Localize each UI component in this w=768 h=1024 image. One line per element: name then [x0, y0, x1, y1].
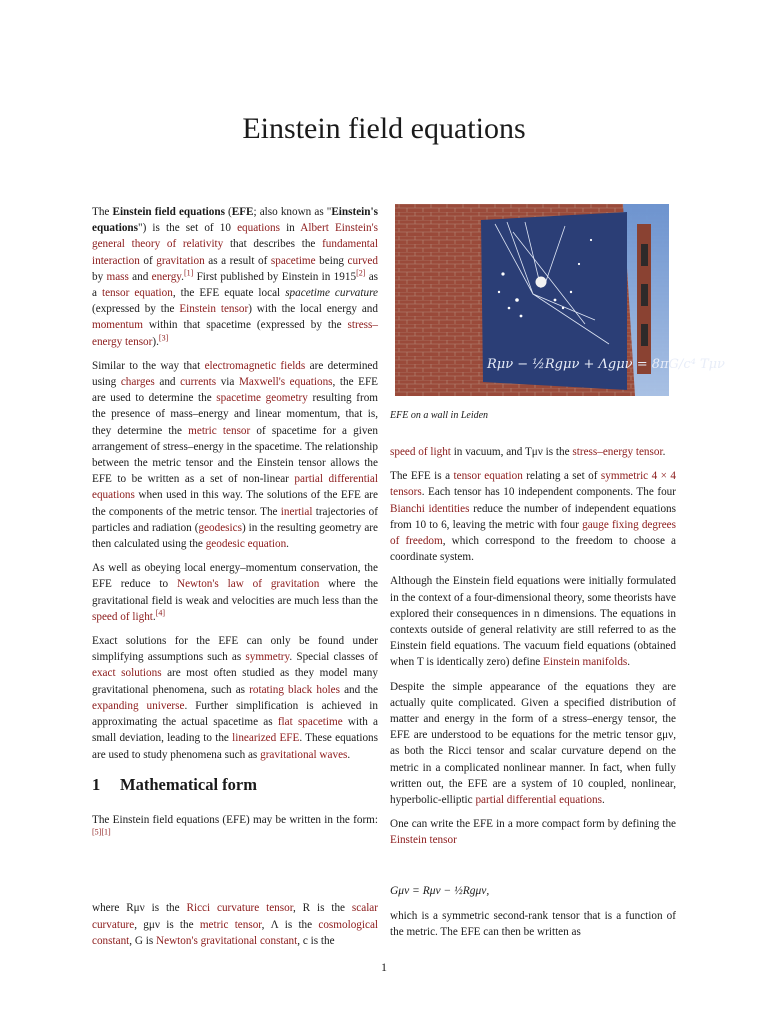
- text: , gμν is the: [134, 918, 200, 931]
- left-column: [92, 204, 378, 771]
- text: which is a symmetric second-rank tensor that is a function of the metric. The EFE can then be written as: [390, 910, 676, 939]
- link-gravitational-constant[interactable]: Newton's gravitational constant: [156, 934, 298, 947]
- link-tensor-equation[interactable]: tensor equation: [101, 287, 173, 300]
- text: in: [279, 222, 301, 235]
- text: . Each tensor has 10 independent components. The four: [421, 486, 676, 499]
- link-gauge-fixing[interactable]: gauge fixing degrees of freedom: [390, 518, 676, 548]
- paragraph: [390, 908, 676, 940]
- page-number: 1: [381, 960, 387, 974]
- text: where the gravitational field is weak and velocities are much less than the: [92, 578, 379, 607]
- text: . Further simplification is achieved in approximating the actual spacetime as: [92, 699, 378, 729]
- text: , Λ is the: [261, 918, 319, 931]
- right-column: [390, 444, 676, 857]
- text: and: [154, 376, 181, 389]
- link-einstein-tensor[interactable]: Einstein tensor: [179, 303, 249, 316]
- intro-paragraph: [92, 204, 378, 350]
- text: when used in this way. The solutions of the EFE are the components of the metric tensor. The: [92, 489, 378, 518]
- section-number: 1: [92, 775, 101, 794]
- link-equations[interactable]: equations: [237, 222, 280, 235]
- text: . These equations are used to study phenomena such as: [92, 732, 379, 761]
- text: that describes the: [223, 238, 323, 251]
- paragraph: [390, 444, 676, 460]
- citation-link[interactable]: [4]: [155, 608, 166, 618]
- text: .: [601, 794, 605, 807]
- link-spacetime[interactable]: spacetime: [270, 254, 316, 267]
- paragraph: [390, 679, 676, 809]
- link-stress-energy-tensor[interactable]: stress–energy tensor: [572, 446, 663, 458]
- figure-image: [395, 204, 725, 396]
- paragraph: [390, 573, 676, 670]
- paragraph: [92, 358, 378, 552]
- text: of: [139, 254, 157, 267]
- text: The: [92, 206, 113, 218]
- text: where Rμν is the: [92, 902, 187, 915]
- link-symmetric-tensors[interactable]: symmetric 4 × 4 tensors: [390, 470, 676, 499]
- paragraph: [390, 816, 676, 848]
- link-tensor-equation[interactable]: tensor equation: [453, 470, 523, 483]
- citation-link[interactable]: [2]: [356, 268, 366, 278]
- link-geodesic-equation[interactable]: geodesic equation: [205, 538, 287, 551]
- link-stress-energy-tensor[interactable]: stress–energy tensor: [92, 319, 378, 348]
- text: .: [662, 446, 666, 458]
- text: within that spacetime (expressed by the: [142, 319, 348, 332]
- text: ).: [152, 335, 159, 348]
- text: trajectories of particles and radiation (: [92, 505, 378, 534]
- text: (: [224, 206, 232, 218]
- text: of spacetime for a given arrangement of stress–energy in the spacetime. The relationship between the metric tensor and the Einstein tensor allows the EFE to be written as a set of non-linear: [92, 424, 378, 486]
- text: are determined using: [92, 359, 378, 389]
- text: The Einstein field equations (EFE) may be written in the form:: [92, 814, 378, 826]
- link-general-relativity[interactable]: general theory of relativity: [92, 238, 224, 251]
- text: ) with the local energy and: [248, 303, 378, 316]
- link-exact-solutions[interactable]: exact solutions: [92, 667, 162, 680]
- text: in vacuum, and Tμν is the: [450, 446, 573, 458]
- right-column-lower: [390, 908, 676, 948]
- text: .: [627, 656, 631, 669]
- link-curved[interactable]: curved: [347, 254, 378, 267]
- text: (expressed by the: [92, 303, 180, 316]
- text: .: [347, 748, 351, 761]
- text: ") is the set of 10: [138, 222, 238, 235]
- text: are most often studied as they model many gravitational phenomena, such as: [92, 667, 378, 696]
- paragraph: [92, 560, 378, 625]
- text: as a: [92, 270, 379, 300]
- bold-term: EFE: [231, 206, 254, 218]
- section-title: Mathematical form: [120, 775, 257, 794]
- text: Similar to the way that: [92, 359, 205, 372]
- link-expanding-universe[interactable]: expanding universe: [92, 699, 185, 712]
- link-gravitation[interactable]: gravitation: [156, 254, 205, 267]
- link-einstein-manifolds[interactable]: Einstein manifolds: [543, 656, 628, 669]
- text: , which correspond to the freedom to choose a coordinate system.: [390, 535, 677, 564]
- link-currents[interactable]: currents: [180, 376, 217, 389]
- text: reduce the number of independent equations from 10 to 6, leaving the metric with four: [390, 502, 676, 531]
- link-rotating-black-holes[interactable]: rotating black holes: [249, 683, 340, 696]
- citation-link[interactable]: [1]: [183, 268, 194, 278]
- link-fundamental-interaction[interactable]: fundamental interaction: [92, 238, 378, 267]
- text: resulting from the presence of mass–energy and linear momentum, that is, they determine the: [92, 392, 378, 437]
- link-spacetime-geometry[interactable]: spacetime geometry: [216, 392, 308, 405]
- link-cosmological-constant[interactable]: cosmological constant: [92, 918, 379, 947]
- paragraph: [92, 633, 378, 763]
- text: and the: [339, 683, 379, 696]
- link-metric-tensor[interactable]: metric tensor: [199, 918, 262, 931]
- text: .: [181, 270, 184, 283]
- link-scalar-curvature[interactable]: scalar curvature: [92, 902, 378, 931]
- einstein-tensor-formula: Gμν = Rμν − ½Rgμν,: [390, 885, 490, 897]
- link-newtons-law[interactable]: Newton's law of gravitation: [176, 578, 320, 591]
- link-albert-einstein[interactable]: Albert Einstein's: [300, 222, 378, 235]
- paragraph: [390, 468, 676, 565]
- link-ricci-curvature-tensor[interactable]: Ricci curvature tensor: [186, 902, 293, 915]
- link-metric-tensor[interactable]: metric tensor: [188, 424, 251, 437]
- bold-term: Einstein's equations: [92, 206, 378, 235]
- link-speed-of-light[interactable]: speed of light: [390, 446, 451, 458]
- figure-caption: EFE on a wall in Leiden: [390, 410, 489, 421]
- text: .: [152, 610, 156, 623]
- link-bianchi-identities[interactable]: Bianchi identities: [390, 502, 470, 515]
- link-gravitational-waves[interactable]: gravitational waves: [260, 748, 348, 761]
- link-flat-spacetime[interactable]: flat spacetime: [277, 716, 343, 729]
- text: Exact solutions for the EFE can only be found under simplifying assumptions such as: [92, 635, 378, 664]
- text: ) in the resulting geometry are then calculated using the: [92, 521, 378, 551]
- paragraph: [92, 812, 378, 844]
- page-title: Einstein field equations: [242, 112, 526, 145]
- link-mass[interactable]: mass: [106, 270, 129, 283]
- link-charges[interactable]: charges: [120, 376, 155, 389]
- link-speed-of-light[interactable]: speed of light: [92, 610, 153, 623]
- text: The EFE is a: [390, 470, 454, 483]
- text: First published by Einstein in 1915: [193, 270, 357, 283]
- text: via: [216, 376, 239, 389]
- section-heading: [92, 775, 257, 795]
- text: by: [92, 270, 107, 283]
- italic-term: spacetime curvature: [285, 287, 379, 300]
- link-geodesics[interactable]: geodesics: [198, 521, 242, 534]
- citation-link[interactable]: [3]: [158, 332, 169, 342]
- link-partial-differential-equations[interactable]: partial differential equations: [475, 794, 602, 807]
- link-einstein-tensor[interactable]: Einstein tensor: [390, 834, 457, 847]
- text: . Special classes of: [289, 651, 378, 664]
- link-linearized-efe[interactable]: linearized EFE: [232, 732, 300, 745]
- svg-text:Rμν − ½Rgμν + Λgμν = 8πG/c⁴ Tμ: Rμν − ½Rgμν + Λgμν = 8πG/c⁴ Tμν: [487, 357, 725, 372]
- link-electromagnetic-fields[interactable]: electromagnetic fields: [204, 359, 306, 372]
- text: , G is: [129, 934, 157, 947]
- link-symmetry[interactable]: symmetry: [245, 651, 290, 664]
- link-inertial[interactable]: inertial: [280, 505, 313, 518]
- link-energy[interactable]: energy: [151, 270, 182, 283]
- text: with a small deviation, leading to the: [92, 716, 378, 745]
- text: , R is the: [293, 902, 352, 915]
- link-momentum[interactable]: momentum: [92, 319, 143, 332]
- text: , c is the: [297, 934, 335, 947]
- text: .: [286, 538, 289, 551]
- paragraph: [92, 900, 378, 949]
- text: , the EFE are used to determine the: [92, 376, 379, 405]
- bold-term: Einstein field equations: [112, 206, 225, 218]
- text: Although the Einstein field equations were initially formulated in the context of a four-dimensional theory, some theorists have explored their consequences in n dimensions. The equations in contexts outside of general relativity are still referred to as the Einstein field equations. The vacuum field equations (obtained when T is identically zero) define: [390, 575, 676, 669]
- equation-placeholder: [92, 852, 378, 900]
- text: As well as obeying local energy–momentum conservation, the EFE reduce to: [92, 562, 378, 591]
- text: as a result of: [204, 254, 271, 267]
- link-maxwells-equations[interactable]: Maxwell's equations: [238, 376, 333, 389]
- text: and: [128, 270, 152, 283]
- efe-wall-photo: [395, 204, 725, 396]
- text: , the EFE equate local: [172, 287, 286, 300]
- text: being: [315, 254, 348, 267]
- citation-link[interactable]: [5][1]: [92, 827, 111, 837]
- text: ; also known as ": [253, 206, 332, 218]
- text: One can write the EFE in a more compact form by defining the: [390, 818, 676, 831]
- text: relating a set of: [522, 470, 601, 483]
- text: Despite the simple appearance of the equations they are actually quite complicated. Given a specified distribution of matter and energy in the form of a stress–energy tensor, the EFE are understood to be equations for the metric tensor gμν, as both the Ricci tensor and scalar curvature depend on the metric in a complicated nonlinear manner. In fact, when fully written out, the EFE are a system of 10 coupled, nonlinear, hyperbolic-elliptic: [390, 680, 676, 807]
- left-column-lower: [92, 812, 378, 957]
- link-partial-differential-equations[interactable]: partial differential equations: [92, 473, 378, 502]
